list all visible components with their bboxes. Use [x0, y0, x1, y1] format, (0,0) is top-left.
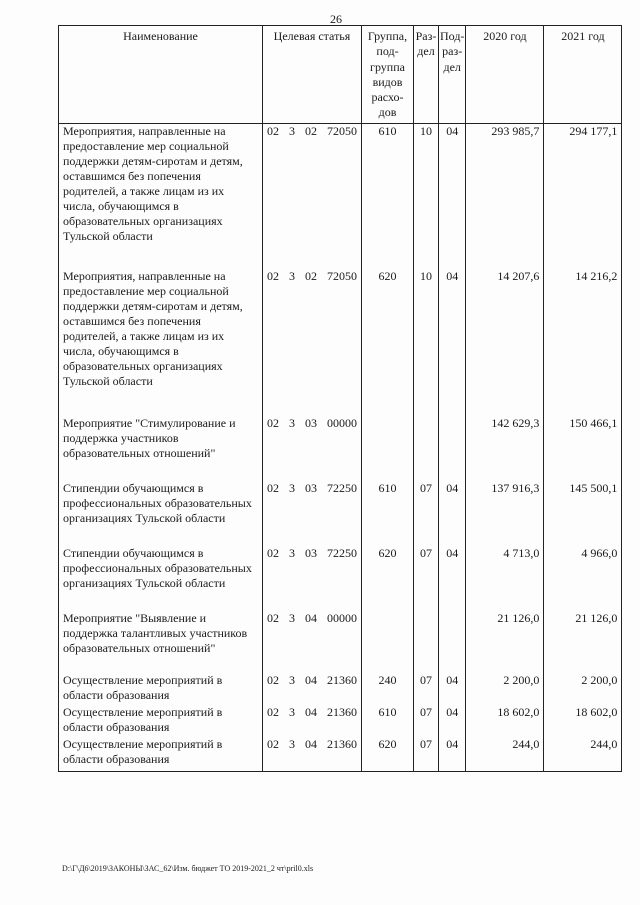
code-direction: 72250 — [327, 546, 357, 561]
amount-2020: 4 713,0 — [466, 546, 544, 611]
group-code: 610 — [362, 481, 414, 546]
subsection-code: 04 — [439, 737, 466, 771]
code-program: 02 — [267, 546, 279, 561]
code-measure: 04 — [305, 705, 317, 720]
code-subprogram: 3 — [289, 673, 295, 688]
code-program: 02 — [267, 269, 279, 284]
table-row — [59, 269, 622, 416]
code-measure: 04 — [305, 611, 317, 626]
header-row — [59, 26, 622, 124]
code-direction: 00000 — [327, 611, 357, 626]
code-subprogram: 3 — [289, 737, 295, 752]
group-code — [362, 416, 414, 481]
target-code — [263, 546, 362, 611]
target-code — [263, 705, 362, 737]
amount-2021: 150 466,1 — [544, 416, 622, 481]
section-code: 07 — [414, 481, 439, 546]
group-code: 620 — [362, 546, 414, 611]
subsection-code: 04 — [439, 705, 466, 737]
amount-2020: 244,0 — [466, 737, 544, 771]
target-code — [263, 269, 362, 416]
amount-2020: 2 200,0 — [466, 673, 544, 705]
group-code — [362, 611, 414, 673]
section-code: 07 — [414, 737, 439, 771]
table-row — [59, 705, 622, 737]
table-row — [59, 416, 622, 481]
amount-2021: 18 602,0 — [544, 705, 622, 737]
amount-2020: 14 207,6 — [466, 269, 544, 416]
row-name: Стипендии обучающимся в профессиональных образовательных организациях Тульской области — [59, 546, 263, 611]
code-measure: 03 — [305, 546, 317, 561]
group-code: 620 — [362, 737, 414, 771]
header-subsection: Под- раз- дел — [439, 26, 466, 124]
amount-2021: 145 500,1 — [544, 481, 622, 546]
header-2020: 2020 год — [466, 26, 544, 124]
header-section: Раз- дел — [414, 26, 439, 124]
section-code: 10 — [414, 123, 439, 269]
amount-2020: 142 629,3 — [466, 416, 544, 481]
code-measure: 03 — [305, 481, 317, 496]
code-direction: 00000 — [327, 416, 357, 431]
code-program: 02 — [267, 123, 279, 138]
code-measure: 02 — [305, 269, 317, 284]
table-row — [59, 611, 622, 673]
code-direction: 72050 — [327, 269, 357, 284]
section-code — [414, 611, 439, 673]
group-code: 620 — [362, 269, 414, 416]
row-name: Осуществление мероприятий в области образования — [59, 737, 263, 771]
code-measure: 04 — [305, 673, 317, 688]
target-code — [263, 611, 362, 673]
section-code: 10 — [414, 269, 439, 416]
header-name: Наименование — [59, 26, 263, 124]
amount-2020: 18 602,0 — [466, 705, 544, 737]
subsection-code: 04 — [439, 546, 466, 611]
table-row — [59, 123, 622, 269]
amount-2021: 244,0 — [544, 737, 622, 771]
code-direction: 21360 — [327, 737, 357, 752]
table-row — [59, 737, 622, 771]
page-number: 26 — [330, 12, 342, 26]
amount-2020: 293 985,7 — [466, 123, 544, 269]
section-code: 07 — [414, 673, 439, 705]
footer-file-path: D:\Г\Д6\2019\ЗАКОНЫ\ЗАС_62\Изм. бюджет ТО 2019-2021_2 чт\pril0.xls — [62, 864, 314, 873]
code-subprogram: 3 — [289, 705, 295, 720]
table-row — [59, 546, 622, 611]
code-subprogram: 3 — [289, 123, 295, 138]
row-name: Осуществление мероприятий в области образования — [59, 705, 263, 737]
code-program: 02 — [267, 611, 279, 626]
row-name: Мероприятие "Выявление и поддержка талантливых участников образовательных отношений" — [59, 611, 263, 673]
subsection-code — [439, 416, 466, 481]
subsection-code: 04 — [439, 123, 466, 269]
subsection-code: 04 — [439, 673, 466, 705]
target-code — [263, 481, 362, 546]
code-subprogram: 3 — [289, 546, 295, 561]
amount-2021: 4 966,0 — [544, 546, 622, 611]
header-group: Группа, под- группа видов расхо- дов — [362, 26, 414, 124]
table-row — [59, 673, 622, 705]
section-code: 07 — [414, 705, 439, 737]
section-code — [414, 416, 439, 481]
budget-table — [58, 25, 622, 772]
code-program: 02 — [267, 673, 279, 688]
amount-2020: 21 126,0 — [466, 611, 544, 673]
target-code — [263, 416, 362, 481]
header-target: Целевая статья — [263, 26, 362, 124]
amount-2021: 21 126,0 — [544, 611, 622, 673]
code-subprogram: 3 — [289, 611, 295, 626]
subsection-code — [439, 611, 466, 673]
code-direction: 21360 — [327, 705, 357, 720]
code-subprogram: 3 — [289, 481, 295, 496]
code-program: 02 — [267, 705, 279, 720]
code-program: 02 — [267, 737, 279, 752]
code-measure: 03 — [305, 416, 317, 431]
code-direction: 21360 — [327, 673, 357, 688]
code-measure: 04 — [305, 737, 317, 752]
target-code — [263, 123, 362, 269]
row-name: Стипендии обучающимся в профессиональных образовательных организациях Тульской области — [59, 481, 263, 546]
amount-2021: 14 216,2 — [544, 269, 622, 416]
code-direction: 72250 — [327, 481, 357, 496]
amount-2021: 2 200,0 — [544, 673, 622, 705]
section-code: 07 — [414, 546, 439, 611]
subsection-code: 04 — [439, 481, 466, 546]
header-2021: 2021 год — [544, 26, 622, 124]
amount-2021: 294 177,1 — [544, 123, 622, 269]
group-code: 610 — [362, 123, 414, 269]
target-code — [263, 673, 362, 705]
group-code: 610 — [362, 705, 414, 737]
row-name: Мероприятия, направленные на предоставление мер социальной поддержки детям-сиротам и детям, оставшимся без попечения родителей, а также лицам из их числа, обучающимся в образовательных организациях Тульской области — [59, 123, 263, 269]
row-name: Осуществление мероприятий в области образования — [59, 673, 263, 705]
row-name: Мероприятие "Стимулирование и поддержка участников образовательных отношений" — [59, 416, 263, 481]
code-direction: 72050 — [327, 123, 357, 138]
code-subprogram: 3 — [289, 416, 295, 431]
row-name: Мероприятия, направленные на предоставление мер социальной поддержки детям-сиротам и детям, оставшимся без попечения родителей, а также лицам из их числа, обучающимся в образовательных организациях Тульской области — [59, 269, 263, 416]
group-code: 240 — [362, 673, 414, 705]
subsection-code: 04 — [439, 269, 466, 416]
code-program: 02 — [267, 481, 279, 496]
code-program: 02 — [267, 416, 279, 431]
amount-2020: 137 916,3 — [466, 481, 544, 546]
code-measure: 02 — [305, 123, 317, 138]
code-subprogram: 3 — [289, 269, 295, 284]
target-code — [263, 737, 362, 771]
table-row — [59, 481, 622, 546]
